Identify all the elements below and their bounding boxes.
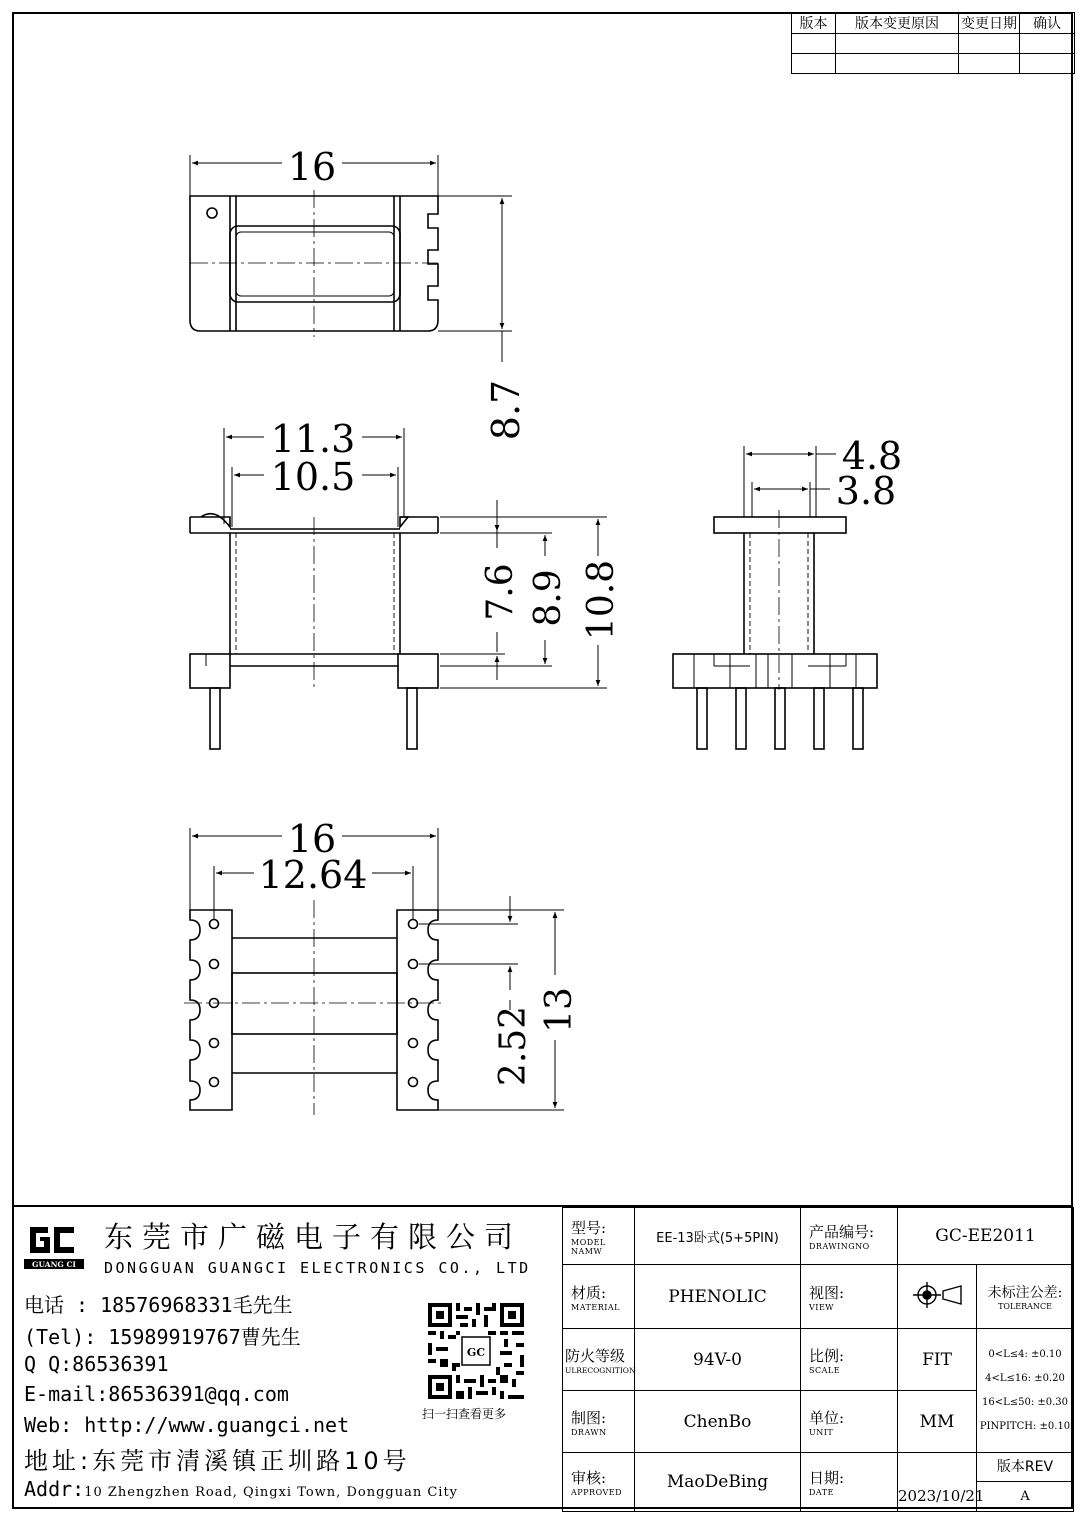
drawn-label-cell (563, 1391, 635, 1453)
address-en-line (24, 1477, 458, 1501)
tolerance-label-cn: 未标注公差: (987, 1285, 1063, 1301)
material-label-en: MATERIAL (571, 1302, 620, 1312)
front-dim-7-6: 7.6 (480, 563, 521, 621)
company-logo (24, 1219, 84, 1269)
address-cn: 地址:东莞市清溪镇正圳路10号 (24, 1447, 411, 1475)
model-label-en: MODEL NAMW (571, 1237, 606, 1256)
drawn-label-en: DRAWN (571, 1427, 607, 1437)
model-label-cell (563, 1208, 635, 1265)
date-label-en: DATE (809, 1488, 834, 1497)
material-label-cell (563, 1265, 635, 1329)
unit-label-cn: 单位: (809, 1408, 845, 1427)
rev-label: 版本REV (977, 1453, 1073, 1482)
tolerance-values (977, 1329, 1074, 1453)
rev-header-reason: 版本变更原因 (836, 13, 959, 34)
scale-label-en: SCALE (809, 1365, 841, 1375)
drawn-value: ChenBo (635, 1391, 801, 1453)
phone-2: (Tel): 15989919767曹先生 (24, 1325, 301, 1349)
phone-1: 电话 : 18576968331毛先生 (24, 1293, 293, 1317)
title-grid (562, 1207, 1074, 1512)
date-label-cn: 日期: (809, 1469, 845, 1487)
date-label-cell (801, 1453, 898, 1512)
view-label-cn: 视图: (809, 1283, 845, 1302)
drawing-no-label-cell (801, 1208, 898, 1265)
tolerance-row-3: 16<L≤50: ±0.30 (981, 1396, 1069, 1408)
top-view (190, 155, 512, 362)
top-height-dim: 8.7 (484, 379, 528, 441)
front-outer-dim: 11.3 (270, 417, 356, 461)
bottom-pin-span-dim: 12.64 (258, 853, 368, 897)
scale-value: FIT (898, 1329, 977, 1391)
title-block (12, 1205, 1073, 1509)
address-en-label: Addr: (24, 1477, 85, 1501)
fire-label-cn: 防火等级 (565, 1346, 626, 1365)
rev-cell-group (977, 1453, 1074, 1512)
rev-value: A (1020, 1489, 1030, 1504)
material-label-cn: 材质: (571, 1283, 607, 1302)
qq-number: Q Q:86536391 (24, 1352, 169, 1376)
drawing-no-value: GC-EE2011 (898, 1208, 1074, 1265)
drawn-label-cn: 制图: (571, 1408, 607, 1427)
approved-value: MaoDeBing (635, 1453, 801, 1512)
front-dim-10-8: 10.8 (581, 559, 622, 641)
projection-symbol-cell (898, 1265, 977, 1329)
tolerance-label-en: TOLERANCE (998, 1302, 1052, 1311)
side-dim-4-8: 4.8 (841, 434, 903, 478)
tolerance-row-2: 4<L≤16: ±0.20 (985, 1372, 1065, 1384)
company-name-en: DONGGUAN GUANGCI ELECTRONICS CO., LTD (104, 1259, 531, 1277)
unit-label-cell (801, 1391, 898, 1453)
tolerance-row-1: 0<L≤4: ±0.10 (988, 1348, 1062, 1360)
rev-header-confirm: 确认 (1020, 13, 1075, 34)
rev-header-version: 版本 (792, 13, 836, 34)
bottom-width-dim: 16 (287, 817, 337, 861)
front-inner-dim: 10.5 (270, 455, 356, 499)
tolerance-label-cell (977, 1265, 1074, 1329)
company-name-cn: 东莞市广磁电子有限公司 (104, 1220, 523, 1254)
bottom-height-dim: 13 (539, 987, 580, 1033)
model-label-cn: 型号: (571, 1218, 607, 1237)
drawing-no-label-cn: 产品编号: (809, 1223, 875, 1241)
date-value: 2023/10/21 (898, 1453, 977, 1512)
bottom-pitch-dim: 2.52 (493, 1005, 534, 1087)
approved-label-en: APPROVED (571, 1488, 623, 1497)
rev-header-date: 变更日期 (959, 13, 1020, 34)
approved-label-cn: 审核: (571, 1469, 607, 1487)
logo-text: GUANG CI (32, 1260, 76, 1269)
scale-label-cn: 比例: (809, 1346, 845, 1365)
approved-label-cell (563, 1453, 635, 1512)
view-label-en: VIEW (809, 1302, 834, 1312)
qr-code[interactable] (426, 1301, 526, 1401)
front-dim-8-9: 8.9 (528, 569, 569, 627)
scale-label-cell (801, 1329, 898, 1391)
view-label-cell (801, 1265, 898, 1329)
side-dim-3-8: 3.8 (835, 469, 897, 513)
website: Web: http://www.guangci.net (24, 1413, 350, 1437)
email: E-mail:86536391@qq.com (24, 1382, 289, 1406)
fire-label-cell (563, 1329, 635, 1391)
address-en: 10 Zhengzhen Road, Qingxi Town, Dongguan City (84, 1485, 459, 1500)
fire-label-en: ULRECOGNITION (565, 1365, 636, 1375)
qr-caption: 扫一扫查看更多 (422, 1407, 507, 1421)
fire-value: 94V-0 (635, 1329, 801, 1391)
drawing-no-label-en: DRAWINGNO (809, 1242, 870, 1251)
projection-symbol-icon (909, 1280, 965, 1310)
qr-badge: GC (466, 1346, 486, 1359)
material-value: PHENOLIC (635, 1265, 801, 1329)
unit-label-en: UNIT (809, 1427, 834, 1437)
model-value: EE-13卧式(5+5PIN) (635, 1208, 801, 1265)
tolerance-row-4: PINPITCH: ±0.10 (979, 1420, 1071, 1432)
unit-value: MM (898, 1391, 977, 1453)
top-width-dim: 16 (287, 145, 337, 189)
